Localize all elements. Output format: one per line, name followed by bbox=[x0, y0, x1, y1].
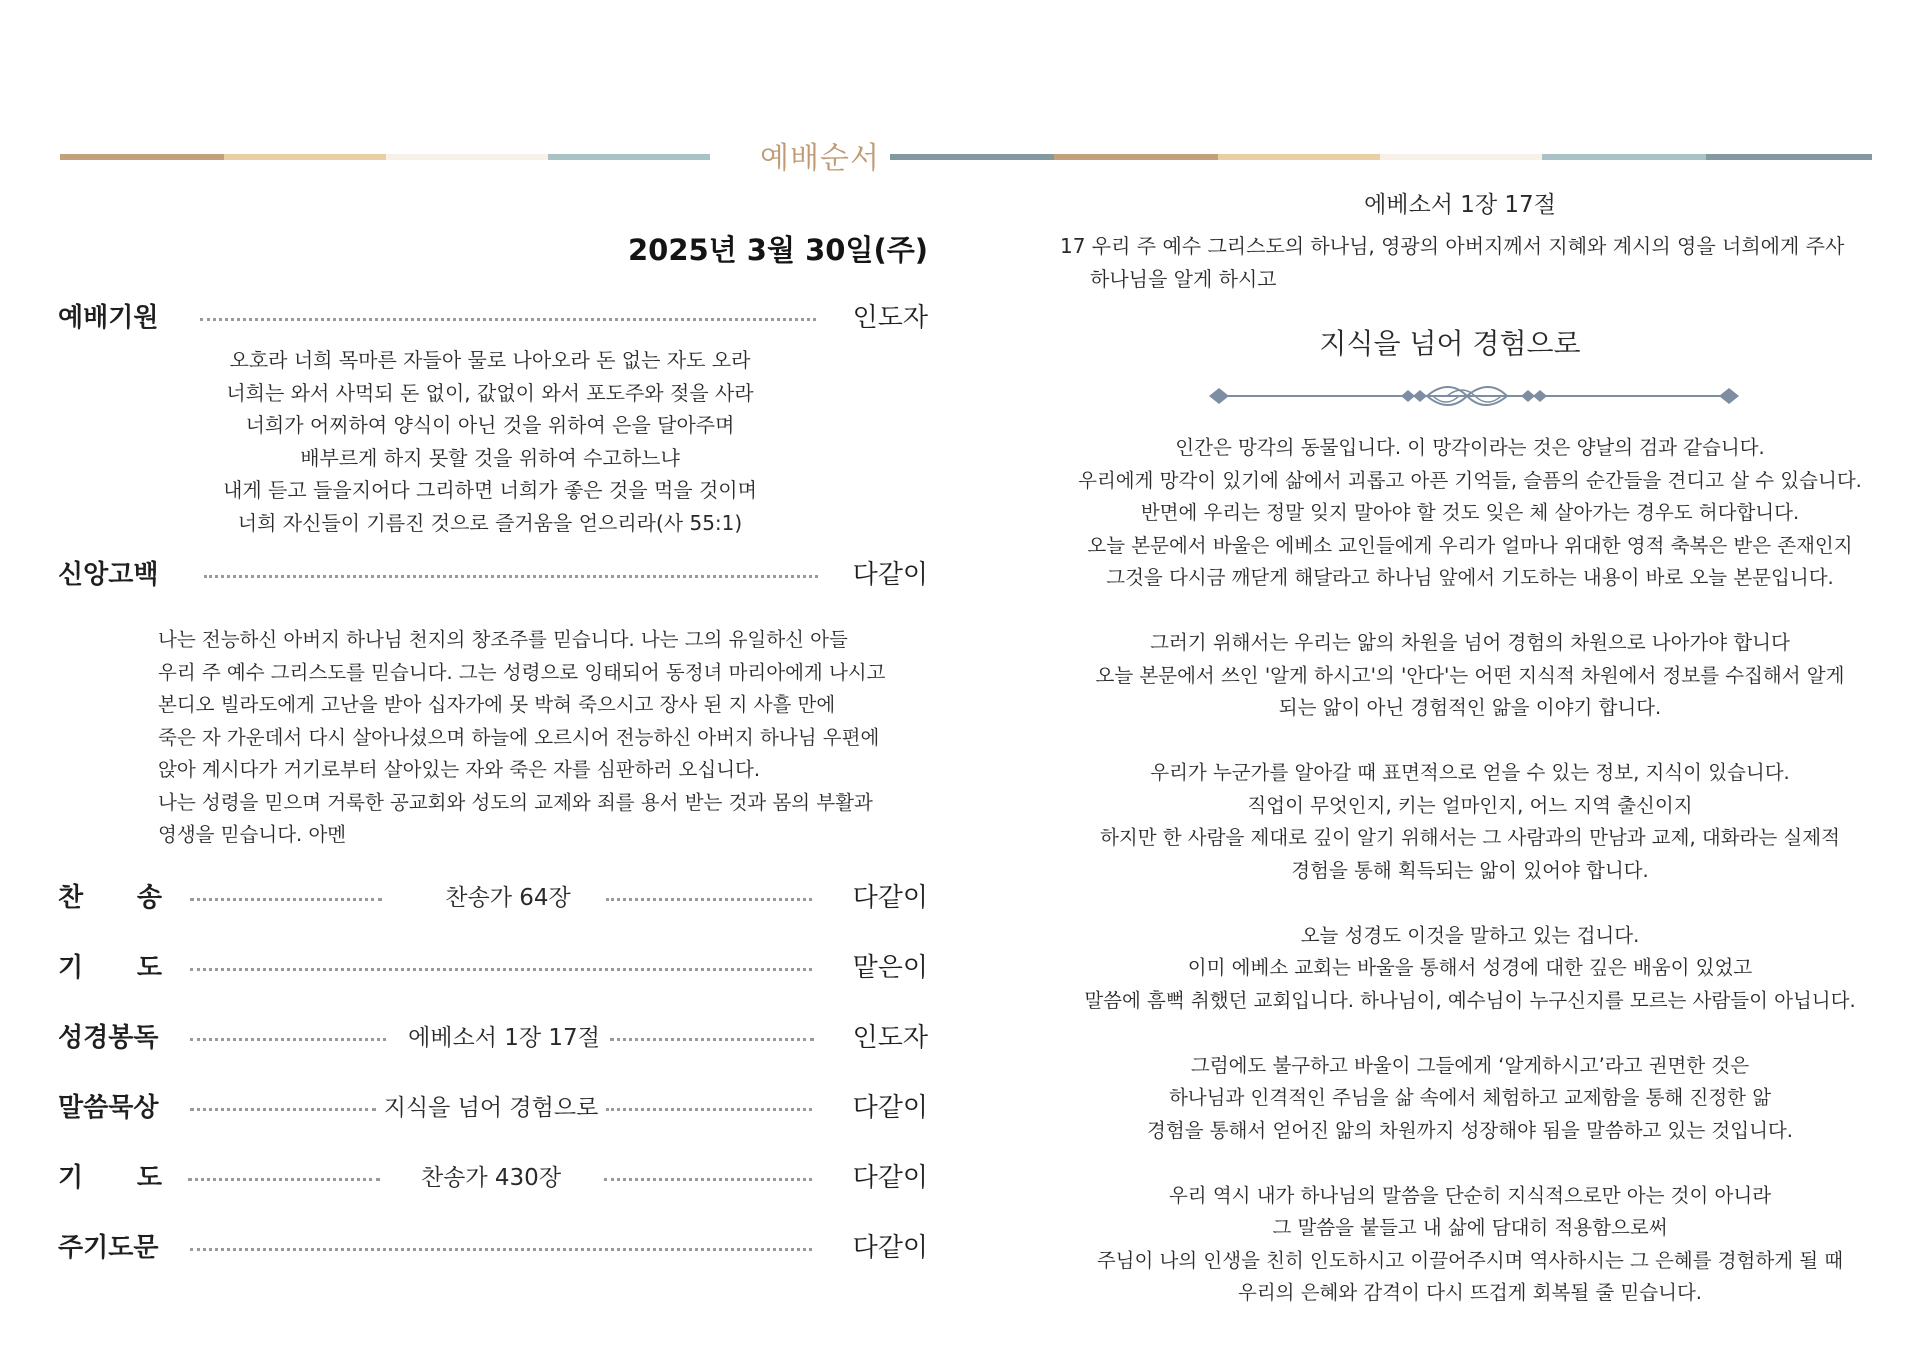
order-item-prayer-hymn bbox=[58, 1158, 928, 1198]
sermon-paragraph bbox=[1060, 757, 1880, 887]
header-bar-7 bbox=[1218, 154, 1380, 160]
header-bar-1 bbox=[60, 154, 224, 160]
creed-line: 나는 성령을 믿으며 거룩한 공교회와 성도의 교제와 죄를 용서 받는 것과 몸의 부활과 bbox=[158, 790, 873, 814]
scripture-reference: 에베소서 1장 17절 bbox=[1364, 192, 1556, 218]
sermon-line: 직업이 무엇인지, 키는 얼마인지, 어느 지역 출신이지 bbox=[1247, 793, 1693, 817]
service-date: 2025년 3월 30일(주) bbox=[627, 233, 928, 267]
dotted-leader bbox=[190, 1108, 376, 1111]
header-bar-2 bbox=[224, 154, 386, 160]
ornament-divider bbox=[1205, 382, 1743, 410]
verse-line: 너희는 와서 사먹되 돈 없이, 값없이 와서 포도주와 젖을 사라 bbox=[226, 380, 754, 405]
sermon-paragraph bbox=[1060, 1180, 1880, 1310]
order-item-label bbox=[58, 1158, 162, 1198]
creed-line: 나는 전능하신 아버지 하나님 천지의 창조주를 믿습니다. 나는 그의 유일하신 아들 bbox=[158, 628, 848, 651]
label-char: 도 bbox=[136, 953, 162, 983]
label-char: 기 bbox=[58, 953, 84, 983]
order-item-label: 성경봉독 bbox=[58, 1023, 159, 1053]
sermon-line: 말씀에 흠뻑 취했던 교회입니다. 하나님이, 예수님이 누구신지를 모르는 사람들이 아닙니다. bbox=[1084, 988, 1856, 1012]
order-item-label: 신앙고백 bbox=[58, 560, 159, 590]
header-bar-6 bbox=[1054, 154, 1218, 160]
dotted-leader bbox=[606, 1108, 812, 1111]
order-item-label: 주기도문 bbox=[58, 1233, 159, 1263]
creed-line: 우리 주 예수 그리스도를 믿습니다. 그는 성령으로 잉태되어 동정녀 마리아에게 나시고 bbox=[158, 660, 886, 684]
sermon-line: 하지만 한 사람을 제대로 깊이 알기 위해서는 그 사람과의 만남과 교제, 대화라는 실제적 bbox=[1100, 826, 1840, 849]
dotted-leader bbox=[188, 1178, 380, 1181]
order-item-hymn bbox=[58, 878, 928, 918]
order-item-detail: 찬송가 430장 bbox=[420, 1165, 562, 1191]
header-band bbox=[60, 142, 1872, 176]
verse-line: 너희가 어찌하여 양식이 아닌 것을 위하여 은을 달아주며 bbox=[245, 413, 735, 437]
sermon-line: 그것을 다시금 깨닫게 해달라고 하나님 앞에서 기도하는 내용이 바로 오늘 본문입니다. bbox=[1106, 566, 1834, 589]
order-item-leader: 인도자 bbox=[852, 303, 928, 333]
order-item-leader: 다같이 bbox=[852, 883, 928, 913]
label-char: 도 bbox=[136, 1163, 162, 1193]
sermon-line: 그러기 위해서는 우리는 앎의 차원을 넘어 경험의 차원으로 나아가야 합니다 bbox=[1150, 631, 1790, 654]
label-char: 기 bbox=[58, 1163, 84, 1193]
sermon-paragraph bbox=[1060, 432, 1880, 595]
dotted-leader bbox=[190, 898, 382, 901]
sermon-line: 오늘 성경도 이것을 말하고 있는 겁니다. bbox=[1300, 923, 1640, 947]
verse-line: 너희 자신들이 기름진 것으로 즐거움을 얻으리라(사 55:1) bbox=[237, 510, 743, 535]
order-item-leader: 다같이 bbox=[852, 1233, 928, 1263]
sermon-line: 인간은 망각의 동물입니다. 이 망각이라는 것은 양날의 검과 같습니다. bbox=[1175, 436, 1765, 459]
order-item-leader: 맡은이 bbox=[852, 953, 928, 983]
sermon-paragraph bbox=[1060, 920, 1880, 1018]
header-bar-3 bbox=[386, 154, 548, 160]
sermon-line: 우리에게 망각이 있기에 삶에서 괴롭고 아픈 기억들, 슬픔의 순간들을 견디고 살 수 있습니다. bbox=[1078, 468, 1862, 492]
dotted-leader bbox=[610, 1038, 814, 1041]
sermon-line: 우리가 누군가를 알아갈 때 표면적으로 얻을 수 있는 정보, 지식이 있습니다. bbox=[1150, 761, 1790, 784]
sermon-paragraph bbox=[1060, 627, 1880, 725]
order-item-creed bbox=[58, 555, 928, 595]
sermon-line: 하나님과 인격적인 주님을 삶 속에서 체험하고 교제함을 통해 진정한 앎 bbox=[1168, 1086, 1772, 1109]
sermon-title: 지식을 넘어 경험으로 bbox=[1319, 327, 1581, 360]
header-bar-8 bbox=[1380, 154, 1542, 160]
label-char: 찬 bbox=[58, 883, 84, 913]
dotted-leader bbox=[190, 1248, 812, 1251]
sermon-line: 오늘 본문에서 바울은 에베소 교인들에게 우리가 얼마나 위대한 영적 축복은 받은 존재인지 bbox=[1087, 533, 1853, 557]
sermon-line: 그럼에도 불구하고 바울이 그들에게 ‘알게하시고’라고 권면한 것은 bbox=[1190, 1053, 1750, 1077]
order-item-invocation bbox=[58, 298, 928, 338]
creed-line: 영생을 믿습니다. 아멘 bbox=[158, 823, 347, 846]
dotted-leader bbox=[604, 1178, 812, 1181]
order-item-label bbox=[58, 878, 162, 918]
order-item-leader: 다같이 bbox=[852, 1163, 928, 1193]
order-item-leader: 다같이 bbox=[852, 1093, 928, 1123]
verse-line: 내게 듣고 들을지어다 그리하면 너희가 좋은 것을 먹을 것이며 bbox=[223, 478, 757, 502]
header-bar-10 bbox=[1706, 154, 1872, 160]
order-item-scripture-reading bbox=[58, 1018, 928, 1058]
sermon-line: 이미 에베소 교회는 바울을 통해서 성경에 대한 깊은 배움이 있었고 bbox=[1187, 956, 1753, 979]
dotted-leader bbox=[606, 898, 812, 901]
invocation-verse bbox=[190, 344, 790, 539]
dotted-leader bbox=[190, 1038, 386, 1041]
sermon-line: 그 말씀을 붙들고 내 삶에 담대히 적용함으로써 bbox=[1272, 1216, 1668, 1239]
order-item-leader: 인도자 bbox=[852, 1023, 928, 1053]
verse-line: 오호라 너희 목마른 자들아 물로 나아오라 돈 없는 자도 오라 bbox=[229, 348, 751, 372]
order-item-leader: 다같이 bbox=[852, 560, 928, 590]
header-title: 예배순서 bbox=[760, 141, 880, 176]
order-item-detail: 찬송가 64장 bbox=[445, 885, 571, 911]
order-item-lords-prayer bbox=[58, 1228, 928, 1268]
order-item-prayer bbox=[58, 948, 928, 988]
creed-line: 죽은 자 가운데서 다시 살아나셨으며 하늘에 오르시어 전능하신 아버지 하나님 우편에 bbox=[158, 725, 880, 749]
order-item-meditation bbox=[58, 1088, 928, 1128]
header-bar-5 bbox=[890, 154, 1054, 160]
sermon-paragraph bbox=[1060, 1050, 1880, 1148]
header-bar-4 bbox=[548, 154, 710, 160]
order-item-label bbox=[58, 948, 162, 988]
sermon-line: 주님이 나의 인생을 친히 인도하시고 이끌어주시며 역사하시는 그 은혜를 경험하게 될 때 bbox=[1096, 1248, 1844, 1272]
sermon-line: 반면에 우리는 정말 잊지 말아야 할 것도 잊은 체 살아가는 경우도 허다합니다. bbox=[1140, 501, 1800, 524]
sermon-body bbox=[1060, 432, 1880, 1310]
order-item-detail: 에베소서 1장 17절 bbox=[408, 1025, 600, 1051]
creed-line: 본디오 빌라도에게 고난을 받아 십자가에 못 박혀 죽으시고 장사 된 지 사흘 만에 bbox=[158, 693, 836, 716]
sermon-line: 경험을 통해서 얻어진 앎의 차원까지 성장해야 됨을 말씀하고 있는 것입니다. bbox=[1147, 1118, 1793, 1142]
scripture-text bbox=[1060, 230, 1880, 295]
sermon-line: 우리 역시 내가 하나님의 말씀을 단순히 지식적으로만 아는 것이 아니라 bbox=[1168, 1183, 1772, 1207]
label-char: 송 bbox=[136, 883, 162, 913]
apostles-creed bbox=[158, 624, 898, 852]
dotted-leader bbox=[200, 318, 816, 321]
order-item-detail: 지식을 넘어 경험으로 bbox=[383, 1095, 599, 1121]
sermon-line: 되는 앎이 아닌 경험적인 앎을 이야기 합니다. bbox=[1278, 696, 1662, 719]
sermon-line: 경험을 통해 획득되는 앎이 있어야 합니다. bbox=[1291, 858, 1649, 882]
dotted-leader bbox=[204, 575, 818, 578]
dotted-leader bbox=[190, 968, 812, 971]
creed-line: 앉아 계시다가 거기로부터 살아있는 자와 죽은 자를 심판하러 오십니다. bbox=[158, 758, 761, 781]
sermon-line: 우리의 은혜와 감격이 다시 뜨겁게 회복될 줄 믿습니다. bbox=[1237, 1281, 1702, 1304]
verse-line: 배부르게 하지 못할 것을 위하여 수고하느냐 bbox=[300, 445, 680, 470]
order-item-label: 말씀묵상 bbox=[58, 1093, 159, 1123]
sermon-line: 오늘 본문에서 쓰인 '알게 하시고'의 '안다'는 어떤 지식적 차원에서 정보를 수집해서 알게 bbox=[1095, 663, 1845, 687]
header-bar-9 bbox=[1542, 154, 1706, 160]
scripture-line: 하나님을 알게 하시고 bbox=[1090, 266, 1277, 291]
order-item-label: 예배기원 bbox=[58, 303, 159, 333]
scripture-line: 17 우리 주 예수 그리스도의 하나님, 영광의 아버지께서 지혜와 계시의 영을 너희에게 주사 bbox=[1060, 234, 1845, 258]
